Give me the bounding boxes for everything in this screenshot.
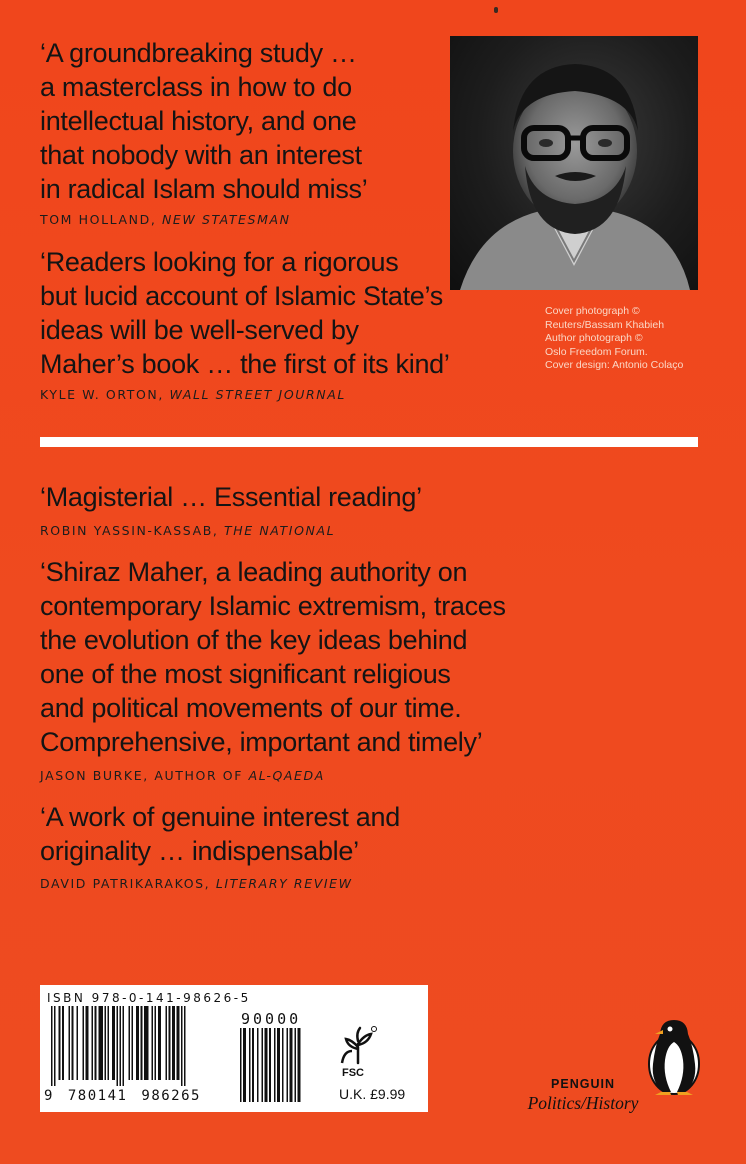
barcode-bar (112, 1006, 115, 1080)
citation-author: KYLE W. ORTON, (40, 387, 170, 402)
barcode-bar (72, 1006, 74, 1080)
barcode-bar (265, 1028, 268, 1102)
addon-barcode (240, 1028, 320, 1104)
publisher-imprint (508, 1077, 658, 1114)
barcode-bar (155, 1006, 157, 1080)
barcode-bar (290, 1028, 293, 1102)
credit-line: Reuters/Bassam Khabieh (545, 318, 665, 331)
citation-publication: LITERARY REVIEW (215, 876, 353, 891)
barcode-bar (95, 1006, 97, 1080)
citation-orton (40, 387, 346, 402)
publisher-brand: PENGUIN (551, 1077, 615, 1091)
barcode-bar (249, 1028, 251, 1102)
author-portrait-image (450, 36, 698, 290)
photo-credits (545, 305, 683, 373)
barcode-bar (54, 1006, 56, 1086)
quote-holland (40, 36, 367, 206)
ean-left-digits: 780141 (67, 1088, 128, 1104)
credit-line: Oslo Freedom Forum. (545, 345, 648, 358)
barcode-bar (184, 1006, 186, 1086)
barcode-bar (83, 1006, 85, 1080)
quote-line: originality … indispensable’ (40, 836, 359, 866)
citation-publication: WALL STREET JOURNAL (169, 387, 346, 402)
barcode-bar (136, 1006, 139, 1080)
barcode-bar (51, 1006, 53, 1086)
isbn-number: ISBN 978-0-141-98626-5 (47, 991, 251, 1005)
citation-publication: NEW STATESMAN (161, 212, 291, 227)
fsc-label: FSC (342, 1067, 364, 1079)
barcode-bar (69, 1006, 71, 1080)
quote-line: that nobody with an interest (40, 140, 362, 170)
barcode-bar (287, 1028, 289, 1102)
quote-line: Maher’s book … the first of its kind’ (40, 349, 450, 379)
credit-line: Cover photograph © (545, 305, 640, 317)
quote-line: ‘Readers looking for a rigorous (40, 247, 399, 277)
barcode-bar (86, 1006, 89, 1080)
quote-line: ‘Magisterial … Essential reading’ (40, 482, 422, 512)
quote-line: ‘A groundbreaking study … (40, 38, 357, 68)
citation-publication: THE NATIONAL (224, 523, 336, 538)
barcode-bar (277, 1028, 280, 1102)
ean-first-digit: 9 (44, 1088, 54, 1104)
quote-orton (40, 245, 450, 381)
barcode-bar (99, 1006, 104, 1080)
barcode-bar (295, 1028, 297, 1102)
barcode-bar (92, 1006, 94, 1080)
white-divider (40, 437, 698, 447)
quote-line: ‘Shiraz Maher, a leading authority on (40, 557, 468, 587)
ean-right-digits: 986265 (141, 1088, 201, 1104)
barcode-bar (129, 1006, 131, 1080)
barcode-bar (77, 1006, 79, 1080)
citation-author: DAVID PATRIKARAKOS, (40, 876, 216, 891)
barcode-bar (172, 1006, 175, 1080)
quote-line: in radical Islam should miss’ (40, 174, 368, 204)
barcode-bar (169, 1006, 171, 1080)
barcode-bar (141, 1006, 143, 1080)
quote-line: intellectual history, and one (40, 106, 357, 136)
barcode-bar (269, 1028, 271, 1102)
barcode-bar (177, 1006, 180, 1080)
citation-yassin-kassab (40, 523, 335, 538)
barcode-bar (105, 1006, 107, 1080)
barcode-bar (152, 1006, 154, 1080)
barcode-bar (62, 1006, 64, 1080)
quote-line: a masterclass in how to do (40, 72, 352, 102)
barcode-bar (282, 1028, 284, 1102)
barcode-bar (120, 1006, 122, 1086)
book-category: Politics/History (527, 1093, 639, 1113)
barcode-bar (298, 1028, 301, 1102)
quote-line: but lucid account of Islamic State’s (40, 281, 443, 311)
barcode-bar (240, 1028, 242, 1102)
quote-line: ‘A work of genuine interest and (40, 802, 400, 832)
print-speck (494, 7, 498, 13)
author-photo (450, 36, 698, 290)
quote-burke (40, 555, 506, 759)
barcode-bar (252, 1028, 254, 1102)
credit-line: Author photograph © (545, 332, 643, 344)
quote-line: one of the most significant religious (40, 659, 451, 689)
citation-author: TOM HOLLAND, (40, 212, 162, 227)
barcode-bar (243, 1028, 246, 1102)
quote-line: contemporary Islamic extremism, traces (40, 591, 506, 621)
barcode-bar (117, 1006, 119, 1086)
barcode-bar (257, 1028, 259, 1102)
barcode-bar (132, 1006, 134, 1080)
price: U.K. £9.99 (339, 1086, 406, 1102)
barcode-bar (108, 1006, 110, 1080)
citation-author: ROBIN YASSIN-KASSAB, (40, 523, 225, 538)
quote-yassin-kassab (40, 480, 422, 514)
quote-line: the evolution of the key ideas behind (40, 625, 468, 655)
ean-digits (44, 1088, 201, 1104)
quote-line: ideas will be well-served by (40, 315, 359, 345)
addon-digits: 90000 (241, 1010, 302, 1028)
quote-line: Comprehensive, important and timely’ (40, 727, 483, 757)
citation-burke (40, 768, 325, 783)
ean-barcode (51, 1006, 231, 1086)
barcode-bar (274, 1028, 276, 1102)
citation-author: JASON BURKE, AUTHOR OF (40, 768, 249, 783)
citation-holland (40, 212, 291, 227)
barcode-bar (262, 1028, 264, 1102)
quote-line: and political movements of our time. (40, 693, 462, 723)
barcode-bar (59, 1006, 61, 1080)
barcode-bar (181, 1006, 183, 1086)
credit-line: Cover design: Antonio Colaço (545, 359, 684, 371)
barcode-bar (144, 1006, 149, 1080)
citation-publication: AL-QAEDA (248, 768, 325, 783)
barcode-bar (158, 1006, 161, 1080)
barcode-bar (123, 1006, 125, 1086)
citation-patrikarakos (40, 876, 353, 891)
quote-patrikarakos (40, 800, 400, 868)
barcode-bar (166, 1006, 168, 1080)
fsc-tree-icon (338, 1025, 378, 1067)
